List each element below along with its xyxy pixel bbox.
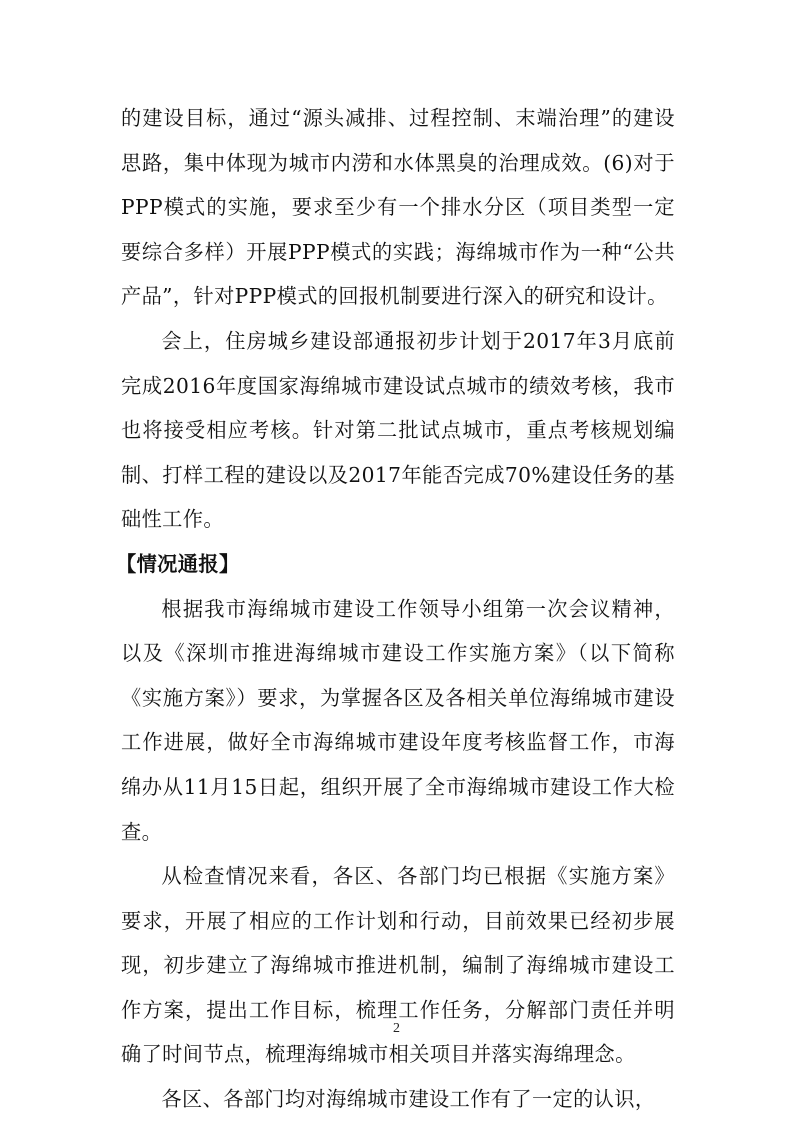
section-heading: 【情况通报】 bbox=[116, 551, 240, 576]
paragraph-inspection: 根据我市海绵城市建设工作领导小组第一次会议精神，以及《深圳市推进海绵城市建设工作实施方案》（以下简称《实施方案》）要求，为掌握各区及各相关单位海绵城市建设工作进展，做好全市海绵城市建设年度考核监督工作，市海绵办从11月15日起，组织开展了全市海绵城市建设工作大检查。 bbox=[121, 596, 675, 844]
page-number: 2 bbox=[393, 1021, 400, 1036]
paragraph-findings: 从检查情况来看，各区、各部门均已根据《实施方案》要求，开展了相应的工作计划和行动，目前效果已经初步展现，初步建立了海绵城市推进机制，编制了海绵城市建设工作方案，提出工作目标，梳理工作任务，分解部门责任并明确了时间节点，梳理海绵城市相关项目并落实海绵理念。 bbox=[121, 864, 675, 1067]
body-text bbox=[116, 96, 675, 1122]
paragraph-awareness: 各区、各部门均对海绵城市建设工作有了一定的认识， bbox=[161, 1087, 656, 1112]
paragraph-meeting: 会上，住房城乡建设部通报初步计划于2017年3月底前完成2016年度国家海绵城市建设试点城市的绩效考核，我市也将接受相应考核。针对第二批试点城市，重点考核规划编制、打样工程的建设以及2017年能否完成70%建设任务的基础性工作。 bbox=[121, 328, 675, 532]
paragraph-continuation: 的建设目标，通过“源头减排、过程控制、末端治理”的建设思路，集中体现为城市内涝和水体黑臭的治理成效。(6)对于PPP模式的实施，要求至少有一个排水分区（项目类型一定要综合多样）开展PPP模式的实践；海绵城市作为一种“公共产品”，针对PPP模式的回报机制要进行深入的研究和设计。 bbox=[121, 106, 675, 309]
